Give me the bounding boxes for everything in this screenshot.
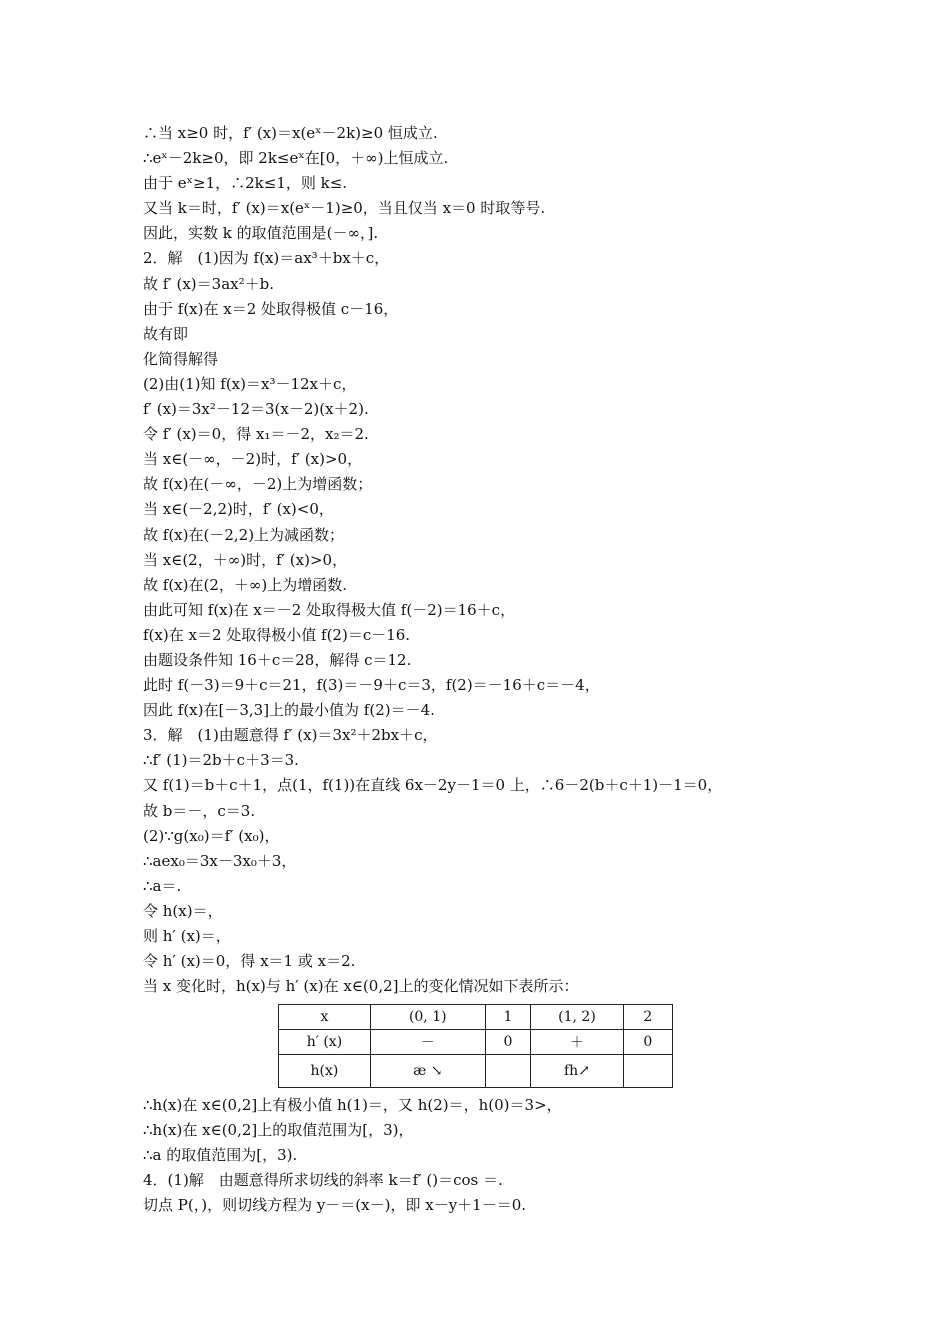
table-cell: 0: [623, 1030, 672, 1055]
text-line: ∴h(x)在 x∈(0,2]上有极小值 h(1)＝，又 h(2)＝，h(0)＝3>，: [143, 1096, 562, 1114]
text-line: 故有即: [143, 324, 189, 343]
text-line: 由此可知 f(x)在 x＝－2 处取得极大值 f(－2)＝16＋c，: [143, 600, 516, 619]
text-line: f(x)在 x＝2 处取得极小值 f(2)＝c－16.: [143, 625, 411, 644]
text-line: 则 h′ (x)＝，: [143, 927, 231, 945]
text-line: 故 f′ (x)＝3ax²＋b.: [143, 274, 274, 293]
table-row: [279, 1005, 673, 1030]
table-cell: －: [370, 1030, 485, 1055]
table-cell: 1: [485, 1005, 531, 1030]
table-cell: h(x): [279, 1055, 371, 1088]
text-line: 令 h(x)＝，: [143, 901, 223, 920]
text-line: 令 h′ (x)＝0，得 x＝1 或 x＝2.: [143, 952, 356, 971]
text-line: 化简得解得: [143, 349, 219, 368]
solution-text-bottom: [143, 1093, 903, 1218]
text-line: 由题设条件知 16＋c＝28，解得 c＝12.: [143, 650, 412, 669]
table-row: [279, 1030, 673, 1055]
table-cell: h′ (x): [279, 1030, 371, 1055]
text-line: 当 x∈(2，＋∞)时，f′ (x)>0，: [143, 550, 348, 569]
table-row: [279, 1055, 673, 1088]
text-line: f′ (x)＝3x²－12＝3(x－2)(x＋2).: [143, 400, 369, 419]
table-cell: (1, 2): [531, 1005, 624, 1030]
text-line: 故 f(x)在(－∞，－2)上为增函数；: [143, 475, 373, 494]
text-line: (2)∵g(x₀)＝f′ (x₀)，: [143, 826, 280, 845]
variation-table: [278, 1004, 673, 1088]
text-line: (2)由(1)知 f(x)＝x³－12x＋c，: [143, 374, 357, 393]
text-line: 又 f(1)＝b＋c＋1，点(1，f(1))在直线 6x－2y－1＝0 上，∴6－2(b＋c＋1)－1＝0，: [143, 776, 723, 795]
text-line: 因此，实数 k 的取值范围是(－∞，].: [143, 224, 379, 243]
text-line: 故 f(x)在(－2,2)上为减函数；: [143, 525, 345, 544]
text-line: 当 x∈(－∞，－2)时，f′ (x)>0，: [143, 450, 363, 469]
table-cell: (0, 1): [370, 1005, 485, 1030]
table-cell: ＋: [531, 1030, 624, 1055]
text-line: 又当 k＝时，f′ (x)＝x(eˣ－1)≥0，当且仅当 x＝0 时取等号.: [143, 199, 546, 218]
table-cell: [485, 1055, 531, 1088]
table-cell: æ ↘: [370, 1055, 485, 1088]
solution-text-top: [143, 121, 903, 999]
text-line: ∴a 的取值范围为[，3).: [143, 1146, 298, 1165]
text-line: 3．解 (1)由题意得 f′ (x)＝3x²＋2bx＋c，: [143, 726, 438, 745]
text-line: 因此 f(x)在[－3,3]上的最小值为 f(2)＝－4.: [143, 701, 435, 720]
text-line: 令 f′ (x)＝0，得 x₁＝－2，x₂＝2.: [143, 425, 369, 444]
text-line: 当 x 变化时，h(x)与 h′ (x)在 x∈(0,2]上的变化情况如下表所示：: [143, 977, 579, 996]
text-line: 4．(1)解 由题意得所求切线的斜率 k＝f′ ()＝cos ＝.: [143, 1171, 503, 1190]
text-line: ∴aex₀＝3x－3x₀＋3，: [143, 851, 297, 870]
table-cell: fh↗: [531, 1055, 624, 1088]
text-line: 此时 f(－3)＝9＋c＝21，f(3)＝－9＋c＝3，f(2)＝－16＋c＝－4，: [143, 676, 600, 695]
text-line: 2．解 (1)因为 f(x)＝ax³＋bx＋c，: [143, 249, 390, 268]
text-line: 故 b＝－，c＝3.: [143, 801, 256, 820]
text-line: 故 f(x)在(2，＋∞)上为增函数.: [143, 575, 347, 594]
text-line: ∴h(x)在 x∈(0,2]上的取值范围为[，3)，: [143, 1121, 414, 1140]
table-cell: x: [279, 1005, 371, 1030]
table-cell: [623, 1055, 672, 1088]
text-line: 切点 P(，)，则切线方程为 y－＝(x－)，即 x－y＋1－＝0.: [143, 1196, 527, 1215]
text-line: ∴a＝.: [143, 876, 182, 895]
table-cell: 2: [623, 1005, 672, 1030]
table-cell: 0: [485, 1030, 531, 1055]
text-line: 由于 f(x)在 x＝2 处取得极值 c－16，: [143, 299, 399, 318]
text-line: 由于 eˣ≥1，∴2k≤1，则 k≤.: [143, 174, 348, 193]
text-line: ∴f′ (1)＝2b＋c＋3＝3.: [143, 751, 299, 770]
text-line: ∴当 x≥0 时，f′ (x)＝x(eˣ－2k)≥0 恒成立.: [143, 124, 438, 142]
text-line: ∴eˣ－2k≥0，即 2k≤eˣ在[0，＋∞)上恒成立.: [143, 149, 449, 168]
text-line: 当 x∈(－2,2)时，f′ (x)<0，: [143, 500, 334, 519]
